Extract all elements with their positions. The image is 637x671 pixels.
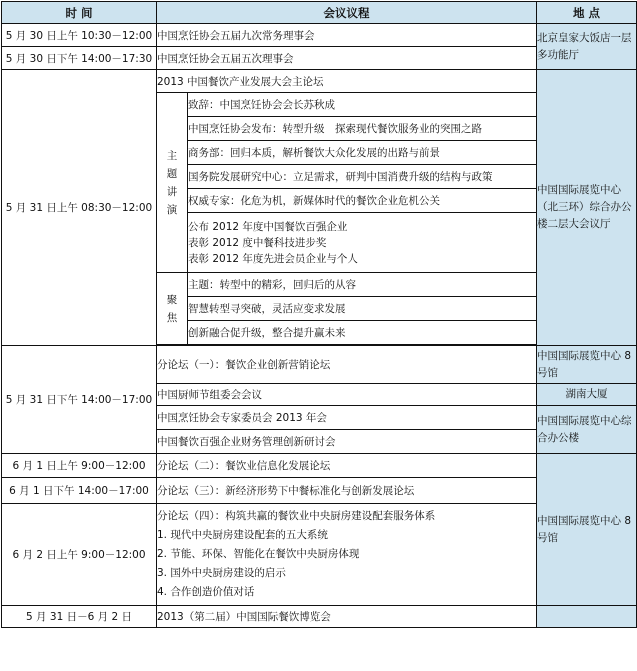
header-row	[2, 2, 637, 24]
awards-cell	[188, 213, 537, 273]
location-cell: 中国国际展览中心（北三环）综合办公楼二层大会议厅	[537, 70, 637, 346]
location-cell	[537, 606, 637, 628]
time-cell: 5 月 31 日－6 月 2 日	[2, 606, 157, 628]
agenda-cell: 分论坛（三）：新经济形势下中餐标准化与创新发展论坛	[157, 478, 537, 504]
location-cell: 中国国际展览中心 8 号馆	[537, 346, 637, 384]
agenda-cell: 中国餐饮百强企业财务管理创新研讨会	[157, 430, 537, 454]
agenda-cell: 权威专家：化危为机，新媒体时代的餐饮企业危机公关	[188, 189, 537, 213]
location-cell: 湖南大厦	[537, 384, 637, 406]
time-cell: 5 月 31 日上午 08:30－12:00	[2, 70, 157, 346]
agenda-cell: 中国厨师节组委会会议	[157, 384, 537, 406]
keynote-label-cell	[157, 93, 188, 273]
agenda-cell: 中国烹饪协会专家委员会 2013 年会	[157, 406, 537, 430]
agenda-cell: 创新融合促升级，整合提升赢未来	[188, 321, 537, 345]
agenda-cell: 分论坛（一）：餐饮企业创新营销论坛	[157, 346, 537, 384]
forum-line: 1. 现代中央厨房建设配套的五大系统	[157, 529, 328, 541]
location-cell: 北京皇家大饭店一层多功能厅	[537, 24, 637, 70]
table-row	[2, 454, 637, 478]
agenda-cell	[157, 504, 537, 606]
header-time: 时 间	[2, 2, 157, 24]
location-cell: 中国国际展览中心综合办公楼	[537, 406, 637, 454]
time-cell: 5 月 30 日上午 10:30－12:00	[2, 24, 157, 47]
forum-line: 3. 国外中央厨房建设的启示	[157, 567, 286, 579]
agenda-cell: 中国烹饪协会五届五次理事会	[157, 47, 537, 70]
agenda-cell: 国务院发展研究中心：立足需求，研判中国消费升级的结构与政策	[188, 165, 537, 189]
time-cell: 6 月 1 日上午 9:00－12:00	[2, 454, 157, 478]
agenda-cell: 主题：转型中的精彩，回归后的从容	[188, 273, 537, 297]
agenda-cell: 智慧转型寻突破，灵活应变求发展	[188, 297, 537, 321]
award-item: 公布 2012 年度中国餐饮百强企业	[188, 220, 348, 233]
table-row	[2, 24, 637, 47]
agenda-cell: 商务部：回归本质，解析餐饮大众化发展的出路与前景	[188, 141, 537, 165]
header-agenda: 会议议程	[157, 2, 537, 24]
focus-label-cell	[157, 273, 188, 345]
agenda-cell: 2013（第二届）中国国际餐饮博览会	[157, 606, 537, 628]
agenda-cell: 分论坛（二）：餐饮业信息化发展论坛	[157, 454, 537, 478]
location-cell: 中国国际展览中心 8 号馆	[537, 454, 637, 606]
keynote-label: 主题讲演	[166, 149, 178, 216]
table-row	[2, 606, 637, 628]
focus-label: 聚焦	[166, 293, 178, 324]
forum-line: 2. 节能、环保、智能化在餐饮中央厨房体现	[157, 548, 360, 560]
forum-line: 4. 合作创造价值对话	[157, 586, 255, 598]
time-cell: 6 月 2 日上午 9:00－12:00	[2, 504, 157, 606]
table-row	[2, 70, 637, 93]
time-cell: 5 月 31 日下午 14:00－17:00	[2, 346, 157, 454]
agenda-cell: 致辞：中国烹饪协会会长苏秋成	[188, 93, 537, 117]
agenda-cell: 2013 中国餐饮产业发展大会主论坛	[157, 70, 537, 93]
header-location: 地 点	[537, 2, 637, 24]
time-cell: 5 月 30 日下午 14:00－17:30	[2, 47, 157, 70]
agenda-cell: 中国烹饪协会发布：转型升级 探索现代餐饮服务业的突围之路	[188, 117, 537, 141]
award-item: 表彰 2012 度中餐科技进步奖	[188, 236, 327, 249]
award-item: 表彰 2012 年度先进会员企业与个人	[188, 252, 358, 265]
forum-line: 分论坛（四）：构筑共赢的餐饮业中央厨房建设配套服务体系	[157, 510, 436, 522]
agenda-cell: 中国烹饪协会五届九次常务理事会	[157, 24, 537, 47]
table-row	[2, 346, 637, 384]
time-cell: 6 月 1 日下午 14:00－17:00	[2, 478, 157, 504]
conference-schedule-table	[1, 1, 637, 628]
